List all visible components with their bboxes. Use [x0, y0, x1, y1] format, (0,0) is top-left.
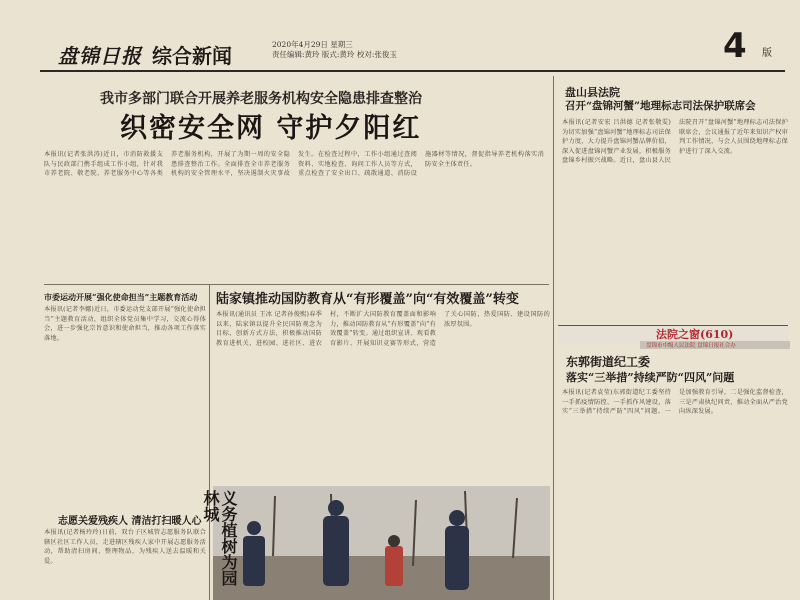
masthead-meta	[272, 40, 397, 60]
section-divider	[44, 284, 549, 285]
right-middle-title: 东郭街道纪工委	[566, 355, 651, 369]
right-top-title: 召开“盘锦河蟹”地理标志司法保护联席会	[565, 100, 756, 112]
editors-line: 责任编辑:黄玲 版式:黄玲 校对:张俊玉	[272, 50, 397, 59]
lead-headline: 织密安全网 守护夕阳红	[120, 113, 422, 144]
right-middle-body: 本报讯(记者袁莹)东郭街道纪工委坚持一手抓疫情防控、一手抓作风建设，落实“三举措”持续严防“四风”问题。一是加强教育引导，二是强化监督检查，三是严肃执纪问责，推动全面从严治党向纵深发展。	[562, 389, 788, 416]
column-title: 法院之窗(610)	[656, 328, 734, 341]
middle-center-title: 陆家镇推动国防教育从“有形覆盖”向“有效覆盖”转变	[216, 292, 519, 307]
masthead-rule	[40, 70, 785, 72]
lead-subtitle: 我市多部门联合开展养老服务机构安全隐患排查整治	[100, 91, 422, 107]
bottom-left-title: 志愿关爱残疾人 清洁打扫暖人心	[58, 516, 202, 527]
section-title: 综合新闻	[152, 44, 232, 68]
photo-caption-title: 义务植树为园林城	[201, 490, 238, 586]
lead-body: 本报讯(记者张洪涛)近日，市消防救援支队与民政部门携手组成工作小组，针对我市养老院、敬老院、养老服务中心等各类养老服务机构，开展了为期一周的安全隐患排查整治工作。全面排查全市养老服务机构的安全管理水平，坚决遏制火灾事故发生。在检查过程中，工作小组通过查阅资料、实地检查、询问工作人员等方式，重点检查了安全出口、疏散通道、消防设施器材等情况，督促指导养老机构落实消防安全主体责任。	[44, 151, 544, 178]
masthead	[0, 0, 800, 74]
column-divider	[553, 76, 554, 600]
column-subtitle: 盘锦市中级人民法院 盘锦日报社合办	[646, 343, 736, 349]
middle-left-body: 本报讯(记者李娜)近日，市委运动党支部开展“强化使命担当”主题教育活动，组织全体党员集中学习，交流心得体会，进一步强化宗旨意识和使命担当，推动各项工作落实落地。	[44, 306, 206, 342]
page-number: 4	[723, 26, 747, 66]
middle-left-title: 市委运动开展“强化使命担当”主题教育活动	[44, 292, 198, 302]
right-top-kicker: 盘山县法院	[565, 86, 620, 99]
photo-illustration	[201, 486, 550, 600]
page-suffix: 版	[762, 48, 772, 59]
middle-center-body: 本报讯(通讯员 王冰 记者孙俊熙)春季以来，陆家镇以提升全民国防观念为目标，创新方式方法，积极推动国防教育进机关、进校园、进社区、进农村，不断扩大国防教育覆盖面和影响力，推动国防教育从“有形覆盖”向“有效覆盖”转变。通过组织宣讲、观看教育影片、开展知识竞赛等形式，营造了关心国防、热爱国防、建设国防的浓厚氛围。	[216, 311, 550, 347]
bottom-left-body: 本报讯(记者杨玲玲)日前，双台子区城管志愿服务队联合辖区社区工作人员，走进辖区残疾人家中开展志愿服务活动，帮助清扫房间、整理物品，为残疾人送去温暖和关爱。	[44, 529, 206, 565]
tree-planting-photo	[201, 486, 550, 600]
newspaper-brand: 盘锦日报	[58, 44, 142, 68]
right-top-body: 本报讯(记者安宏 吕洪德 记者张敬雯)为切实加强“盘锦河蟹”地理标志司法保护力度，大力提升盘锦河蟹品牌价值，深入促进盘锦河蟹产业发展，积极服务盘锦乡村振兴战略。近日，盘山县人民法院召开“盘锦河蟹”地理标志司法保护联席会，会议通报了近年来知识产权审判工作情况，与会人员围绕地理标志保护进行了深入交流。	[562, 119, 788, 165]
right-middle-subtitle: 落实“三举措”持续严防“四风”问题	[566, 371, 735, 384]
left-column-divider	[209, 285, 210, 600]
issue-date: 2020年4月29日 星期三	[272, 40, 353, 49]
